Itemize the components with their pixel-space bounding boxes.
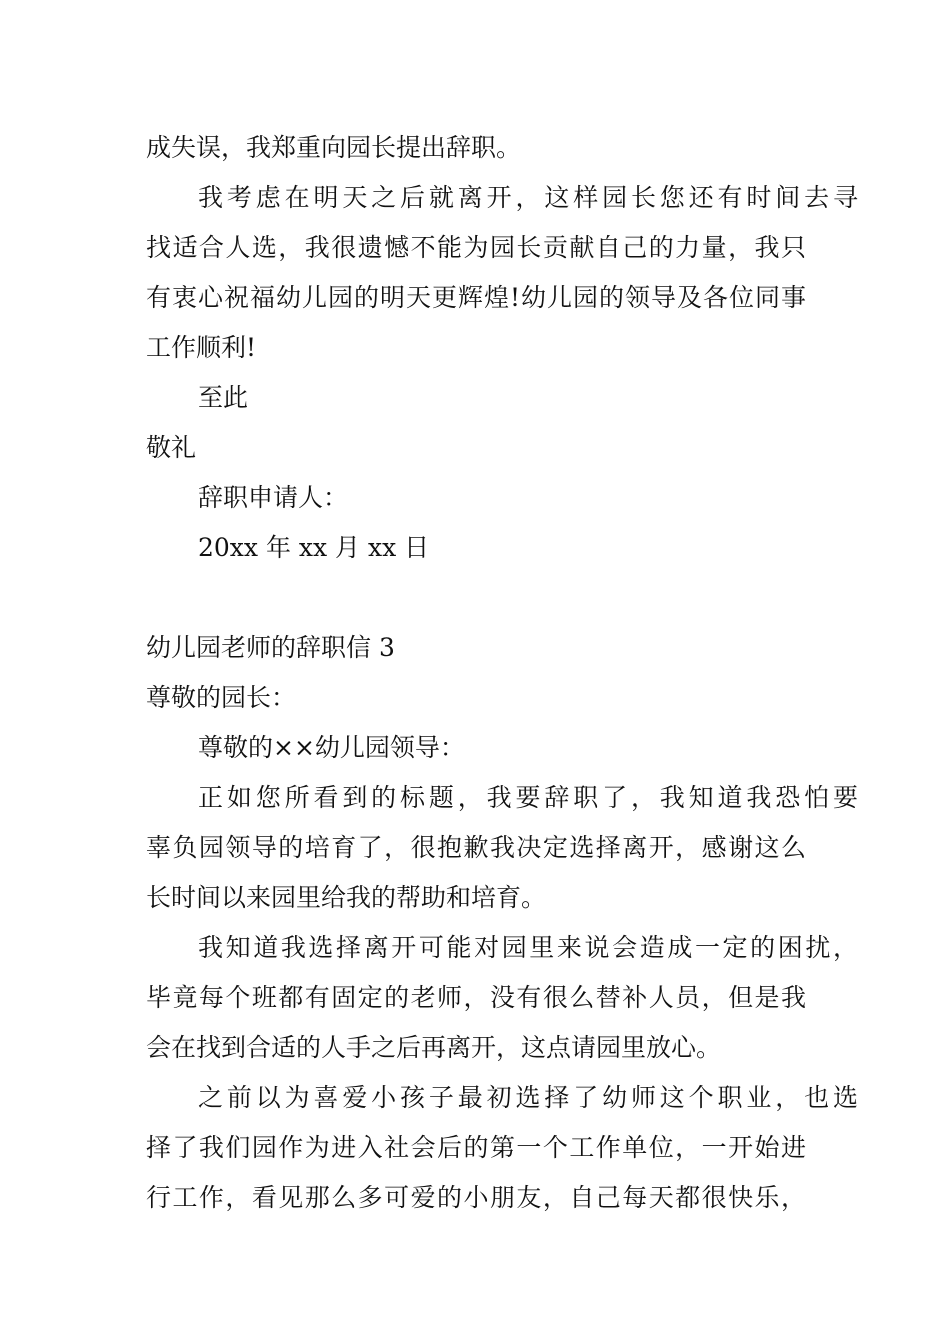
- paragraph-line: 我知道我选择离开可能对园里来说会造成一定的困扰，: [198, 933, 858, 962]
- date-line: 20xx 年 xx 月 xx 日: [198, 533, 430, 562]
- signature-label: 辞职申请人：: [198, 483, 349, 512]
- closing-phrase: 至此: [198, 383, 249, 412]
- section-title: 幼儿园老师的辞职信 3: [146, 633, 395, 662]
- greeting-secondary: 尊敬的××幼儿园领导：: [198, 733, 465, 762]
- text-line: 辜负园领导的培育了，很抱歉我决定选择离开，感谢这么: [146, 833, 806, 862]
- greeting: 尊敬的园长：: [146, 683, 297, 712]
- paragraph-line: 正如您所看到的标题，我要辞职了，我知道我恐怕要: [198, 783, 858, 812]
- text-line: 择了我们园作为进入社会后的第一个工作单位，一开始进: [146, 1133, 806, 1162]
- text-line: 毕竟每个班都有固定的老师，没有很么替补人员，但是我: [146, 983, 806, 1012]
- text-line: 成失误，我郑重向园长提出辞职。: [146, 133, 522, 162]
- spacer: [146, 573, 826, 623]
- text-line: 找适合人选，我很遗憾不能为园长贡献自己的力量，我只: [146, 233, 806, 262]
- paragraph-line: 我考虑在明天之后就离开，这样园长您还有时间去寻: [198, 183, 858, 212]
- text-line: 有衷心祝福幼儿园的明天更辉煌!幼儿园的领导及各位同事: [146, 283, 806, 312]
- text-line: 长时间以来园里给我的帮助和培育。: [146, 883, 547, 912]
- text-line: 工作顺利!: [146, 333, 257, 362]
- text-line: 会在找到合适的人手之后再离开，这点请园里放心。: [146, 1033, 722, 1062]
- paragraph-line: 之前以为喜爱小孩子最初选择了幼师这个职业，也选: [198, 1083, 858, 1112]
- document-body: [146, 123, 858, 1223]
- text-line: 行工作，看见那么多可爱的小朋友，自己每天都很快乐，: [146, 1183, 806, 1212]
- salutation: 敬礼: [146, 433, 197, 462]
